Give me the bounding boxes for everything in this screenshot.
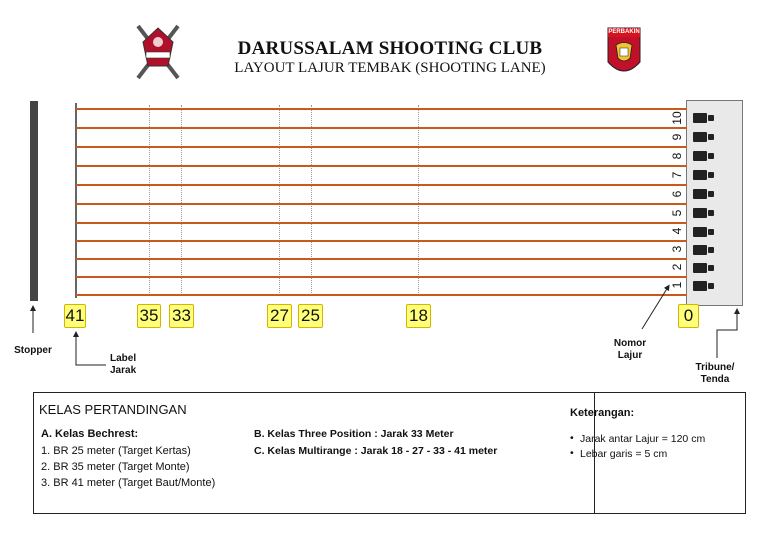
tribune-pointer-arrow <box>717 311 737 358</box>
distance-label-35: 35 <box>137 304 161 328</box>
lane-number-3: 3 <box>670 245 684 253</box>
lane-number-10: 10 <box>670 111 684 125</box>
class-b-line: B. Kelas Three Position : Jarak 33 Meter <box>254 428 454 440</box>
tribune-caption-line1: Tribune/ <box>695 362 735 373</box>
distance-label-25: 25 <box>298 304 323 328</box>
label-jarak-pointer-arrow <box>76 334 106 365</box>
class-a-item: 2. BR 35 meter (Target Monte) <box>41 461 190 473</box>
lane-number-9: 9 <box>670 133 684 141</box>
legend-box <box>33 392 746 514</box>
tribune-caption-line2: Tenda <box>700 374 730 385</box>
class-a-item: 3. BR 41 meter (Target Baut/Monte) <box>41 477 216 489</box>
label-jarak-caption-line2: Jarak <box>110 365 137 376</box>
lane-number-4: 4 <box>670 227 684 235</box>
class-a-item: 1. BR 25 meter (Target Kertas) <box>41 445 191 457</box>
page-title: DARUSSALAM SHOOTING CLUB <box>237 38 543 59</box>
distance-label-33: 33 <box>169 304 194 328</box>
label-jarak-caption-line1: Label <box>110 353 137 364</box>
lane-number-5: 5 <box>670 209 684 217</box>
distance-label-18: 18 <box>406 304 431 328</box>
legend-title: KELAS PERTANDINGAN <box>39 402 187 417</box>
perbakin-logo-text: PERBAKIN <box>608 29 640 35</box>
notes-item: • Jarak antar Lajur = 120 cm <box>580 433 705 445</box>
notes-item: • Lebar garis = 5 cm <box>580 448 667 460</box>
distance-label-27: 27 <box>267 304 292 328</box>
stopper-caption: Stopper <box>14 345 52 356</box>
distance-label-0: 0 <box>678 304 699 328</box>
page-subtitle: LAYOUT LAJUR TEMBAK (SHOOTING LANE) <box>234 60 546 76</box>
lane-number-8: 8 <box>670 152 684 160</box>
lane-number-7: 7 <box>670 171 684 179</box>
nomor-lajur-pointer-arrow <box>642 287 668 329</box>
nomor-lajur-caption-line1: Nomor <box>613 338 647 349</box>
distance-label-41: 41 <box>64 304 86 328</box>
nomor-lajur-caption-line2: Lajur <box>617 350 643 361</box>
lane-number-2: 2 <box>670 263 684 271</box>
class-a-heading: A. Kelas Bechrest: <box>41 428 139 440</box>
lane-number-1: 1 <box>670 281 684 289</box>
class-c-line: C. Kelas Multirange : Jarak 18 - 27 - 33 - 41 meter <box>254 445 498 457</box>
notes-title: Keterangan: <box>570 407 635 419</box>
lane-number-6: 6 <box>670 190 684 198</box>
